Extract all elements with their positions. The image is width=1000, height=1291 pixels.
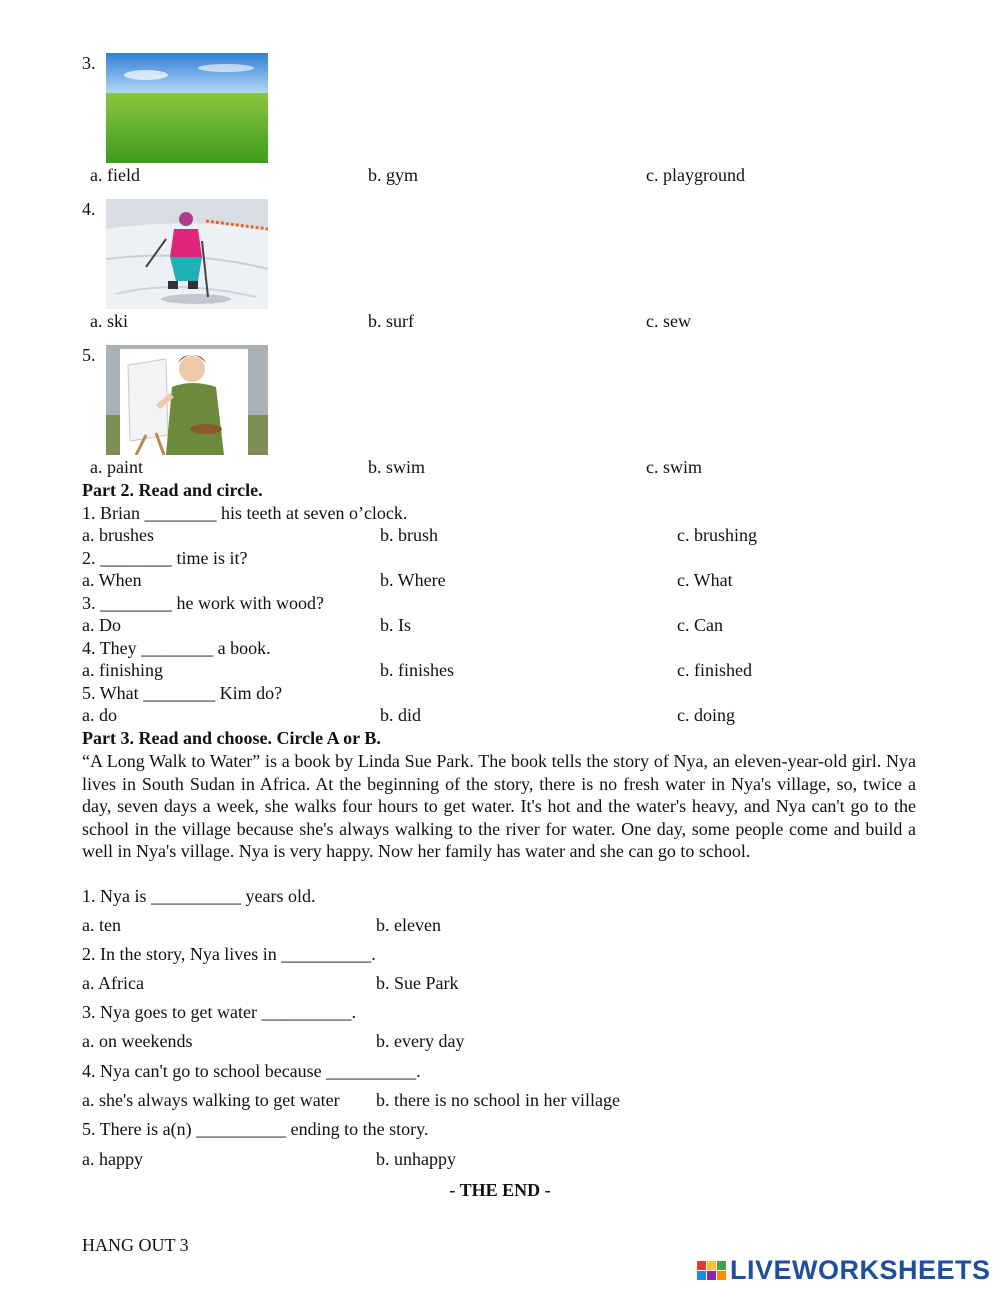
option-b[interactable]: b. eleven	[376, 915, 441, 935]
option-b[interactable]: b. brush	[380, 525, 438, 545]
option-b[interactable]: b. every day	[376, 1031, 465, 1051]
option-a[interactable]: a. paint	[90, 457, 143, 477]
option-a[interactable]: a. Africa	[82, 973, 144, 993]
question-text: 5. What ________ Kim do?	[82, 683, 283, 703]
option-c[interactable]: c. What	[677, 570, 733, 590]
option-a[interactable]: a. When	[82, 570, 142, 590]
option-c[interactable]: c. Can	[677, 615, 723, 635]
option-b[interactable]: b. Is	[380, 615, 411, 635]
option-a[interactable]: a. Do	[82, 615, 121, 635]
option-b[interactable]: b. swim	[368, 457, 426, 477]
reading-passage: “A Long Walk to Water” is a book by Linda Sue Park. The book tells the story of Nya, an eleven-year-old girl. Nya lives in South Sudan in Africa. At the beginning of the story, there is no fresh water in Nya's village, so, twice a day, seven days a week, she walks four hours to get water. It's hot and the water's heavy, and Nya can't go to the school in the village because she's always walking to the river for water. One day, some people come and build a well in Nya's village. Nya is very happy. Now her family has water and she can go to school.	[82, 751, 916, 861]
option-a[interactable]: a. ski	[90, 311, 128, 331]
option-a[interactable]: a. field	[90, 165, 140, 185]
field-photo	[106, 53, 268, 163]
question-text: 4. They ________ a book.	[82, 638, 271, 658]
question-text: 1. Nya is __________ years old.	[82, 886, 316, 906]
question-number: 3.	[82, 53, 96, 73]
option-b[interactable]: b. Sue Park	[376, 973, 459, 993]
option-b[interactable]: b. gym	[368, 165, 419, 185]
part3-title: Part 3. Read and choose. Circle A or B.	[82, 728, 381, 748]
option-b[interactable]: b. Where	[380, 570, 446, 590]
question-text: 2. In the story, Nya lives in __________.	[82, 944, 376, 964]
option-a[interactable]: a. finishing	[82, 660, 163, 680]
option-c[interactable]: c. swim	[646, 457, 702, 477]
question-text: 5. There is a(n) __________ ending to the story.	[82, 1119, 429, 1139]
option-c[interactable]: c. sew	[646, 311, 691, 331]
option-a[interactable]: a. do	[82, 705, 117, 725]
question-number: 4.	[82, 199, 96, 219]
option-a[interactable]: a. brushes	[82, 525, 154, 545]
question-text: 3. Nya goes to get water __________.	[82, 1002, 356, 1022]
footer-label: HANG OUT 3	[82, 1235, 189, 1255]
question-text: 2. ________ time is it?	[82, 548, 248, 568]
liveworksheets-logo[interactable]	[697, 1255, 991, 1285]
question-text: 1. Brian ________ his teeth at seven o’clock.	[82, 503, 408, 523]
option-b[interactable]: b. surf	[368, 311, 414, 331]
option-a[interactable]: a. happy	[82, 1149, 143, 1169]
logo-blocks-icon	[697, 1261, 726, 1280]
logo-text: LIVEWORKSHEETS	[730, 1254, 991, 1285]
question-text: 4. Nya can't go to school because __________.	[82, 1061, 421, 1081]
option-a[interactable]: a. ten	[82, 915, 121, 935]
part2-title: Part 2. Read and circle.	[82, 480, 263, 500]
option-c[interactable]: c. finished	[677, 660, 752, 680]
option-a[interactable]: a. she's always walking to get water	[82, 1090, 340, 1110]
question-number: 5.	[82, 345, 96, 365]
option-c[interactable]: c. doing	[677, 705, 735, 725]
question-text: 3. ________ he work with wood?	[82, 593, 324, 613]
the-end-label: - THE END -	[449, 1180, 551, 1200]
option-b[interactable]: b. unhappy	[376, 1149, 456, 1169]
option-a[interactable]: a. on weekends	[82, 1031, 193, 1051]
option-b[interactable]: b. did	[380, 705, 422, 725]
option-c[interactable]: c. playground	[646, 165, 745, 185]
painting-photo	[106, 345, 268, 455]
option-b[interactable]: b. there is no school in her village	[376, 1090, 620, 1110]
option-c[interactable]: c. brushing	[677, 525, 757, 545]
option-b[interactable]: b. finishes	[380, 660, 454, 680]
skiing-photo	[106, 199, 268, 309]
